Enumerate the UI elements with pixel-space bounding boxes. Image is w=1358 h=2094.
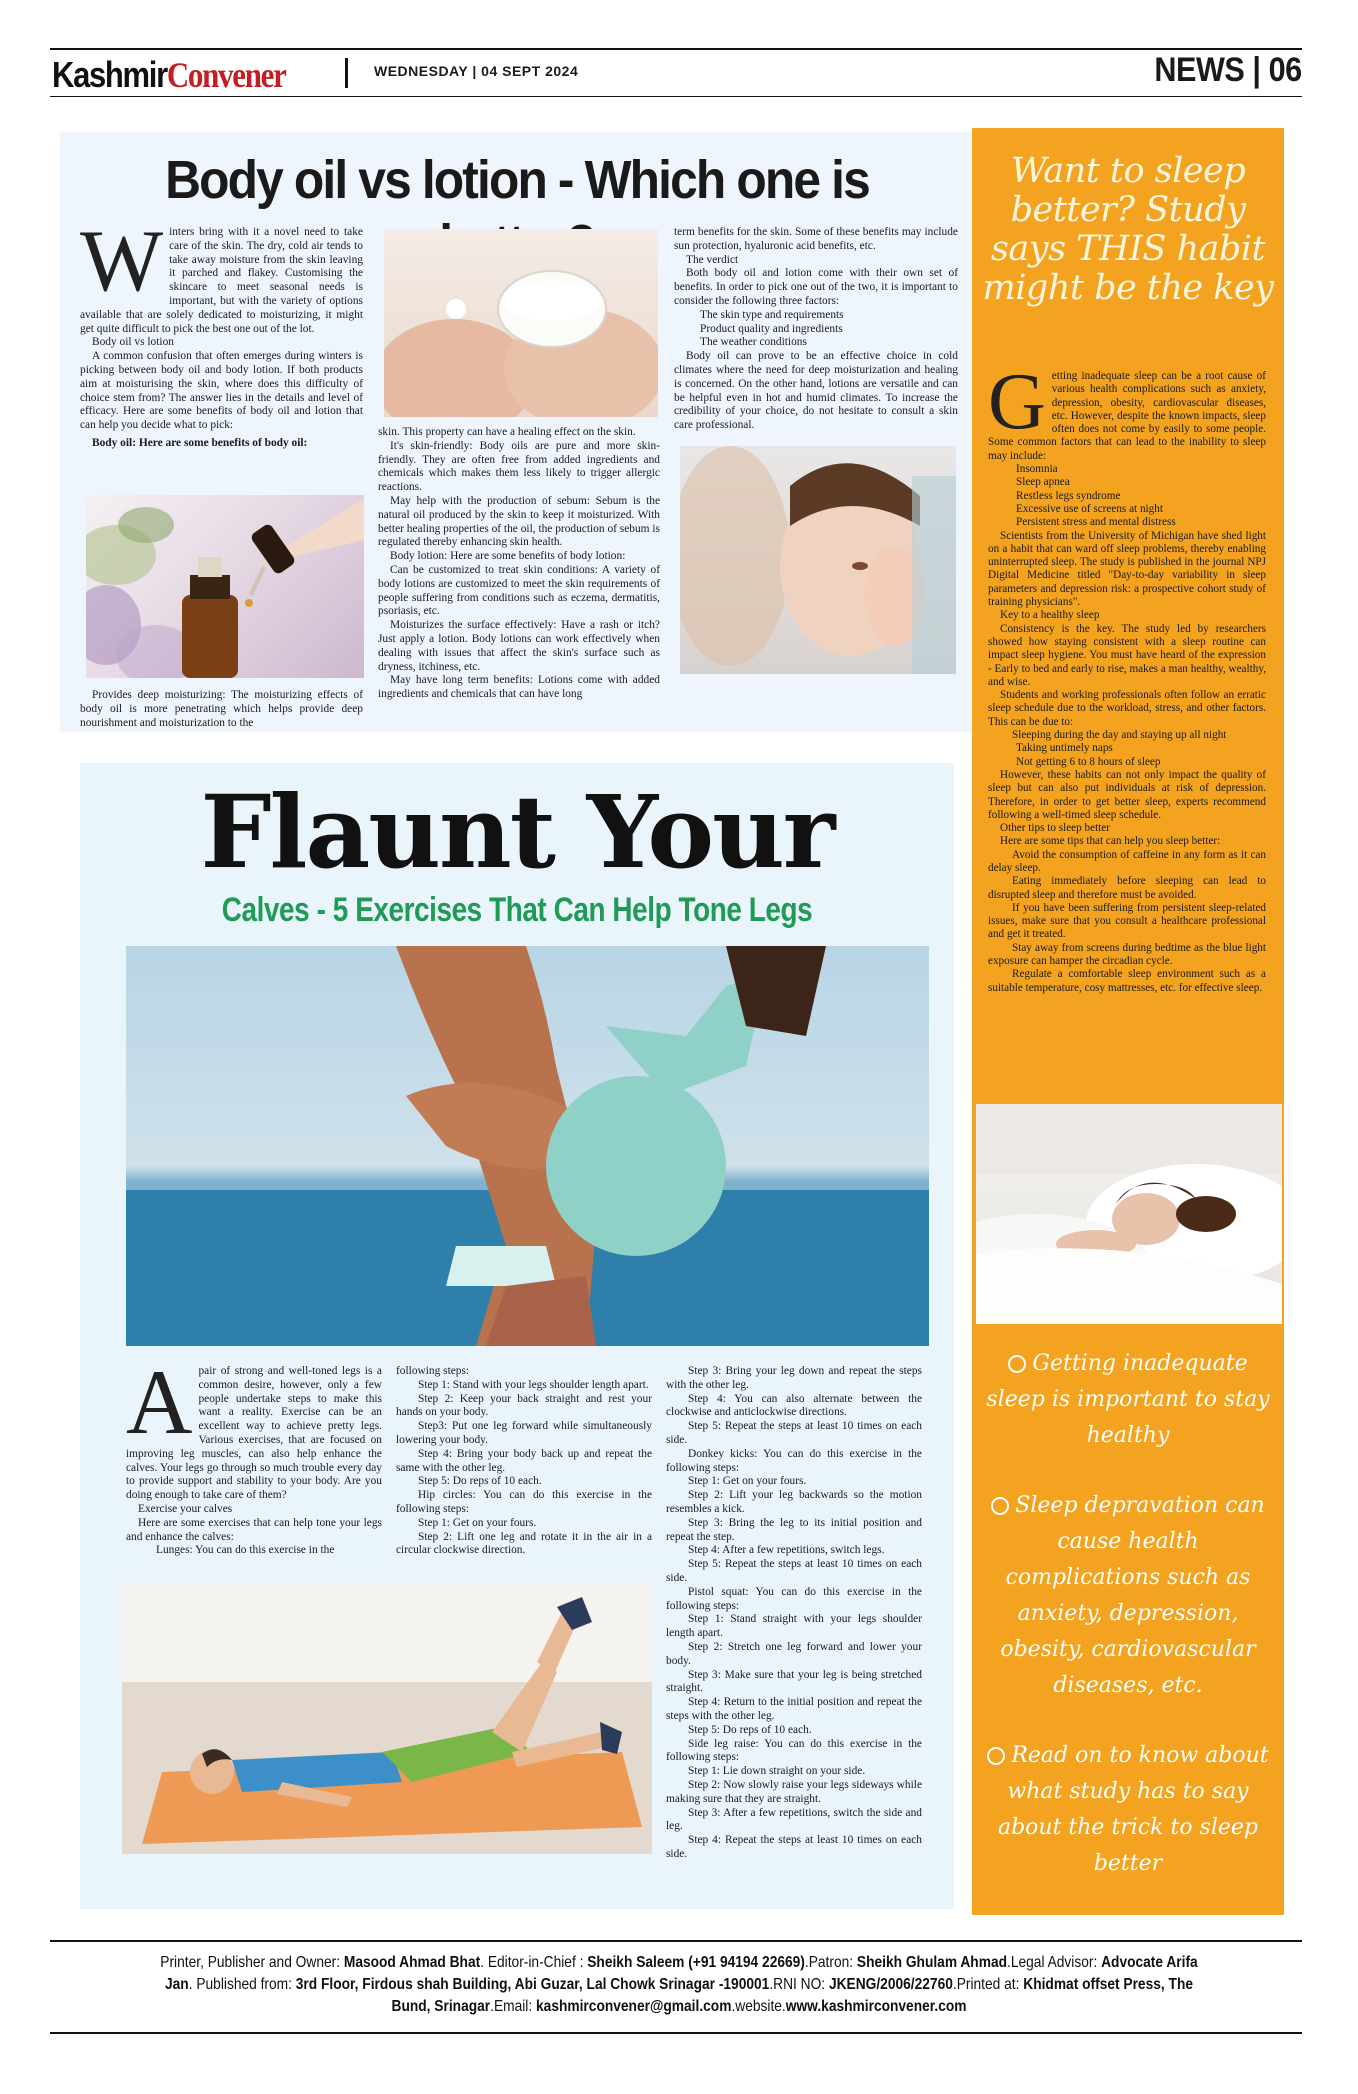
calves-column-3: Step 3: Bring your leg down and repeat the steps with the other leg. Step 4: You can also alternate between the clockwise and anticlockwise directions. Step 5: Repeat the steps at least 10 times on each side. Donkey kicks: You can do this exercise in the following steps: Step 1: Get on your fours. Step 2: Lift your leg backwards so the motion resembles a kick. Step 3: Bring the leg to its initial position and repeat the step. Step 4: After a few repetitions, switch legs. Step 5: Repeat the steps at least 10 times on each side. Pistol squat: You can do this exercise in the following steps: Step 1: Stand straight with your legs shoulder length apart. Step 2: Stretch one leg forward and lower your body. Step 3: Make sure that your leg is being stretched straight. Step 4: Return to the initial position and repeat the steps with the other leg. Step 5: Do reps of 10 each. Side leg raise: You can do this exercise in the following steps: Step 1: Lie down straight on your side. Step 2: Now slowly raise your legs sideways while making sure that they are straight. Step 3: After a few repetitions, switch the side and leg. Step 4: Repeat the steps at least 10 times on each side.: [666, 1365, 922, 1860]
oil-article-title: Body oil vs lotion - Which one is: [165, 150, 869, 210]
footer-bottom-rule: [50, 2032, 1302, 2034]
woman-applying-lotion-image: [680, 446, 956, 674]
issue-date: WEDNESDAY | 04 SEPT 2024: [374, 63, 579, 79]
top-rule: [50, 48, 1302, 50]
imprint-footer: Printer, Publisher and Owner: Masood Ahmad Bhat. Editor-in-Chief : Sheikh Saleem (+91 94194 22669).Patron: Sheikh Ghulam Ahmad.Legal Advisor: Advocate Arifa Jan. Published from: 3rd Floor, Firdous shah Building, Abi Guzar, Lal Chowk Srinagar -190001.RNI NO: JKENG/2006/22760.Printed at: Khidmat offset Press, The Bund, Srinagar.Email: kashmirconvener@gmail.com.website.www.kashmirconvener.com: [160, 1954, 1198, 2015]
woman-sleeping-image: [976, 1104, 1282, 1324]
highlight-item: Getting inadequate sleep is important to stay healthy: [986, 1351, 1270, 1448]
masthead-bottom-rule: [50, 96, 1302, 97]
oil-column-1: W inters bring with it a novel need to take care of the skin. The dry, cold air tends to take away moisture from the skin leaving it parched and flakey. Customising the skincare to meet seasonal needs is important, but with the variety of options available that are solely dedicated to moisturizing, it might get quite difficult to pick the best one out of the lot. Body oil vs lotion A common confusion that often emerges during winters is picking between body oil and body lotion. If both products aim at moisturising the skin, where does this difficulty of choice stem from? The answer lies in the details and level of efficacy. Here are some benefits of body oil and lotion that can help you decide what to pick: Body oil: Here are some benefits of body oil:: [80, 213, 363, 449]
bullet-circle-icon: [987, 1747, 1005, 1765]
sleep-article-body: G etting inadequate sleep can be a root cause of various health complications such as anxiety, depression, obesity, cardiovascular diseases, etc. However, despite the known impacts, sleep often does not come by easily to some people. Some common factors that can lead to the inability to sleep may include: Insomnia Sleep apnea Restless legs syndrome Excessive use of screens at night Persistent stress and mental distress Scientists from the University of Michigan have shed light on a habit that can ward off sleep problems, thereby enabling uninterrupted sleep. The study is published in the journal NPJ Digital Medicine titled "Day-to-day variability in sleep parameters and depression risk: a prospective cohort study of training physicians". Key to a healthy sleep Consistency is the key. The study led by researchers showed how staying consistent with a sleep routine can impact sleep hygiene. You must have heard of the expression - Early to bed and early to rise, makes a man healthy, wealthy, and wise. Students and working professionals often follow an erratic sleep schedule due to the workload, stress, and other factors. This can be due to: Sleeping during the day and staying up all night Taking untimely naps Not getting 6 to 8 hours of sleep However, these habits can not only impact the quality of sleep but can also put individuals at risk of depression. Therefore, in order to get better sleep, experts recommend following a well-timed sleep schedule. Other tips to sleep better Here are some tips that can help you sleep better: Avoid the consumption of caffeine in any form as it can delay sleep. Eating immediately before sleeping can lead to disrupted sleep and therefore must be avoided. If you have been suffering from persistent sleep-related issues, make sure that you consult a healthcare professional and get it treated. Stay away from screens during bedtime as the blue light exposure can hamper the circadian cycle. Regulate a comfortable sleep environment such as a suitable temperature, cosy mattresses, etc. for effective sleep.: [988, 358, 1266, 994]
oil-column-1-bottom: Provides deep moisturizing: The moisturizing effects of body oil is more penetrating which helps provide deep nourishment and moisturization to the: [80, 689, 363, 729]
bullet-circle-icon: [991, 1497, 1009, 1515]
email-link[interactable]: kashmirconvener@gmail.com: [536, 1998, 732, 2015]
dropcap-a: A: [126, 1351, 193, 1453]
masthead-divider: [345, 58, 348, 88]
calves-article-subtitle: Calves - 5 Exercises That Can Help Tone Legs: [221, 891, 813, 929]
sleep-highlights: [982, 1346, 1274, 1916]
woman-stretching-leg-image: [126, 946, 929, 1346]
footer-top-rule: [50, 1940, 1302, 1942]
calves-column-2: following steps: Step 1: Stand with your legs shoulder length apart. Step 2: Keep your back straight and rest your hands on your body. Step3: Put one leg forward while simultaneously lowering your body. Step 4: Bring your body back up and repeat the same with the other leg. Step 5: Do reps of 10 each. Hip circles: You can do this exercise in the following steps: Step 1: Get on your fours. Step 2: Lift one leg and rotate it in the air in a circular clockwise direction.: [396, 1365, 652, 1557]
dropcap-g: G: [988, 358, 1046, 446]
cream-jar-hands-image: [384, 229, 658, 417]
sleep-article-title: Want to sleep better? Study says THIS habit might be the key: [982, 151, 1274, 308]
calves-article-title: Flaunt Your: [200, 773, 834, 891]
calves-column-1: A pair of strong and well-toned legs is a common desire, however, only a few people undertake steps to make this want a reality. Exercise can be an excellent way to achieve pretty legs. Various exercises, that are focused on improving leg muscles, can also help enhance the calves. Your legs go through so much trouble every day to provide support and stability to your body. Are you doing enough to take care of them? Exercise your calves Here are some exercises that can help tone your legs and enhance the calves: Lunges: You can do this exercise in the: [126, 1351, 382, 1557]
oil-column-3: term benefits for the skin. Some of these benefits may include sun protection, hyaluronic acid benefits, etc. The verdict Both body oil and lotion come with their own set of benefits. In order to pick one out of the two, it is important to consider the following three factors: The skin type and requirements Product quality and ingredients The weather conditions Body oil can prove to be an effective choice in cold climates where the need for deep moisturization and healing is concerned. On the other hand, lotions are versatile and can be helpful even in hot and humid climates. To increase the credibility of your choice, do not hesitate to consult a skin care professional.: [674, 226, 958, 432]
oil-column-2: skin. This property can have a healing effect on the skin. It's skin-friendly: Body oils are pure and more skin-friendly. They are often free from added ingredients and chemicals which makes them less likely to trigger allergic reactions. May help with the production of sebum: Sebum is the natural oil produced by the skin to keep it moisturized. With better healing properties of the oil, the production of sebum is regulated thereby enhancing skin health. Body lotion: Here are some benefits of body lotion: Can be customized to treat skin conditions: A variety of body lotions are customized to meet the skin requirements of people suffering from conditions such as eczema, dermatitis, psoriasis, etc. Moisturizes the surface effectively: Have a rash or itch? Just apply a lotion. Body lotions can work effectively when dealing with issues that affect the skin's surface such as dryness, itchiness, etc. May have long term benefits: Lotions come with added ingredients and chemicals that can have long: [378, 426, 660, 701]
highlight-item: Sleep depravation can cause health complications such as anxiety, depression, obesity, cardiovascular diseases, etc.: [982, 1488, 1274, 1704]
highlight-item: Read on to know about what study has to say about the trick to sleep better: [982, 1738, 1274, 1882]
bullet-circle-icon: [1008, 1355, 1026, 1373]
website-link[interactable]: www.kashmirconvener.com: [785, 1998, 967, 2015]
essential-oil-dropper-image: [86, 495, 364, 678]
leg-raise-illustration: [122, 1582, 652, 1854]
section-page-label: NEWS | 06: [1154, 51, 1302, 89]
dropcap-w: W: [80, 213, 164, 310]
brand-logo: KashmirConvener: [52, 54, 286, 95]
